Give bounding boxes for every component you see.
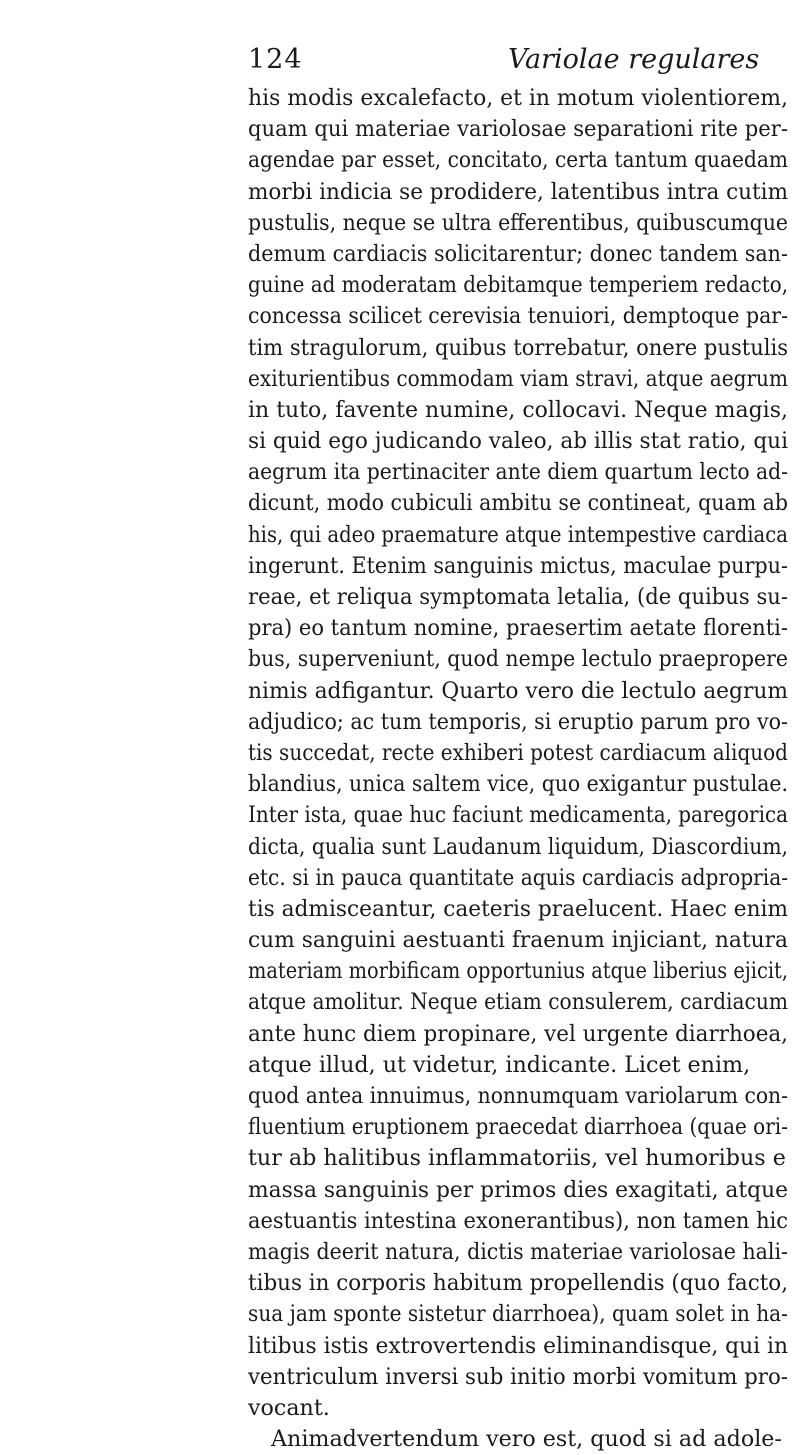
text-line: demum cardiacis solicitarentur; donec tandem san- xyxy=(248,240,788,267)
text-line: aegrum ita pertinaciter ante diem quartum lecto ad- xyxy=(248,459,788,486)
text-line: magis deerit natura, dictis materiae variolosae hali- xyxy=(248,1238,788,1265)
text-line: aestuantis intestina exonerantibus), non tamen hic xyxy=(248,1207,789,1234)
body-text xyxy=(248,83,788,1455)
text-line: guine ad moderatam debitamque temperiem redacto, xyxy=(248,272,789,299)
text-line: adjudico; ac tum temporis, si eruptio parum pro vo- xyxy=(248,708,789,735)
text-line: cum sanguini aestuanti fraenum injiciant, natura xyxy=(248,927,788,954)
text-line: exiturientibus commodam viam stravi, atque aegrum xyxy=(248,365,789,392)
text-line: etc. si in pauca quantitate aquis cardiacis adpropria- xyxy=(248,864,789,891)
text-line: ingerunt. Etenim sanguinis mictus, maculae purpu- xyxy=(248,552,788,579)
running-title: Variolae regulares xyxy=(508,44,760,75)
text-line: tibus in corporis habitum propellendis (quo facto, xyxy=(248,1270,789,1297)
text-line: si quid ego judicando valeo, ab illis stat ratio, qui xyxy=(248,428,789,455)
text-line: tim stragulorum, quibus torrebatur, onere pustulis xyxy=(248,334,789,361)
text-line: Inter ista, quae huc faciunt medicamenta, paregorica xyxy=(248,802,789,829)
text-line: ante hunc diem propinare, vel urgente diarrhoea, xyxy=(248,1020,789,1047)
text-line-paragraph-start: Animadvertendum vero est, quod si ad adole- xyxy=(271,1426,782,1453)
text-line: quam qui materiae variolosae separationi rite per- xyxy=(248,116,788,143)
text-line: atque amolitur. Neque etiam consulerem, cardiacum xyxy=(248,989,788,1016)
text-line: dicta, qualia sunt Laudanum liquidum, Diascordium, xyxy=(248,833,788,860)
text-line: pra) eo tantum nomine, praesertim aetate florenti- xyxy=(248,615,788,642)
text-line: ventriculum inversi sub initio morbi vomitum pro- xyxy=(248,1363,789,1390)
text-line: materiam morbificam opportunius atque liberius ejicit, xyxy=(248,958,788,985)
text-line: massa sanguinis per primos dies exagitati, atque xyxy=(248,1176,788,1203)
text-line: in tuto, favente numine, collocavi. Neque magis, xyxy=(248,396,788,423)
text-line: his modis excalefacto, et in motum violentiorem, xyxy=(248,85,789,111)
text-line: pustulis, neque se ultra efferentibus, quibuscumque xyxy=(248,209,789,236)
text-line: vocant. xyxy=(248,1394,330,1421)
running-head xyxy=(248,42,768,78)
text-line: blandius, unica saltem vice, quo exigantur pustulae. xyxy=(248,771,788,798)
text-line: reae, et reliqua symptomata letalia, (de quibus su- xyxy=(248,584,789,610)
text-line: concessa scilicet cerevisia tenuiori, demptoque par- xyxy=(248,303,789,330)
text-line: nimis adfigantur. Quarto vero die lectulo aegrum xyxy=(248,677,788,704)
text-line: quod antea innuimus, nonnumquam variolarum con- xyxy=(248,1083,789,1109)
text-line: fluentium eruptionem praecedat diarrhoea (quae ori- xyxy=(248,1114,788,1141)
text-line: dicunt, modo cubiculi ambitu se contineat, quam ab xyxy=(248,490,788,517)
text-line: his, qui adeo praemature atque intempestive cardiaca xyxy=(248,521,788,548)
text-line: atque illud, ut videtur, indicante. Licet enim, xyxy=(248,1051,751,1078)
text-line: morbi indicia se prodidere, latentibus intra cutim xyxy=(248,178,788,205)
text-line: tis admisceantur, caeteris praelucent. Haec enim xyxy=(248,895,788,922)
text-line: tur ab halitibus inflammatoriis, vel humoribus e xyxy=(248,1145,786,1172)
page-number: 124 xyxy=(248,44,303,75)
text-line: litibus istis extrovertendis eliminandisque, qui in xyxy=(248,1332,788,1359)
text-line: agendae par esset, concitato, certa tantum quaedam xyxy=(248,147,789,174)
text-line: bus, superveniunt, quod nempe lectulo praepropere xyxy=(248,646,788,673)
text-line: sua jam sponte sistetur diarrhoea), quam solet in ha- xyxy=(248,1301,788,1328)
text-line: tis succedat, recte exhiberi potest cardiacum aliquod xyxy=(248,739,788,766)
